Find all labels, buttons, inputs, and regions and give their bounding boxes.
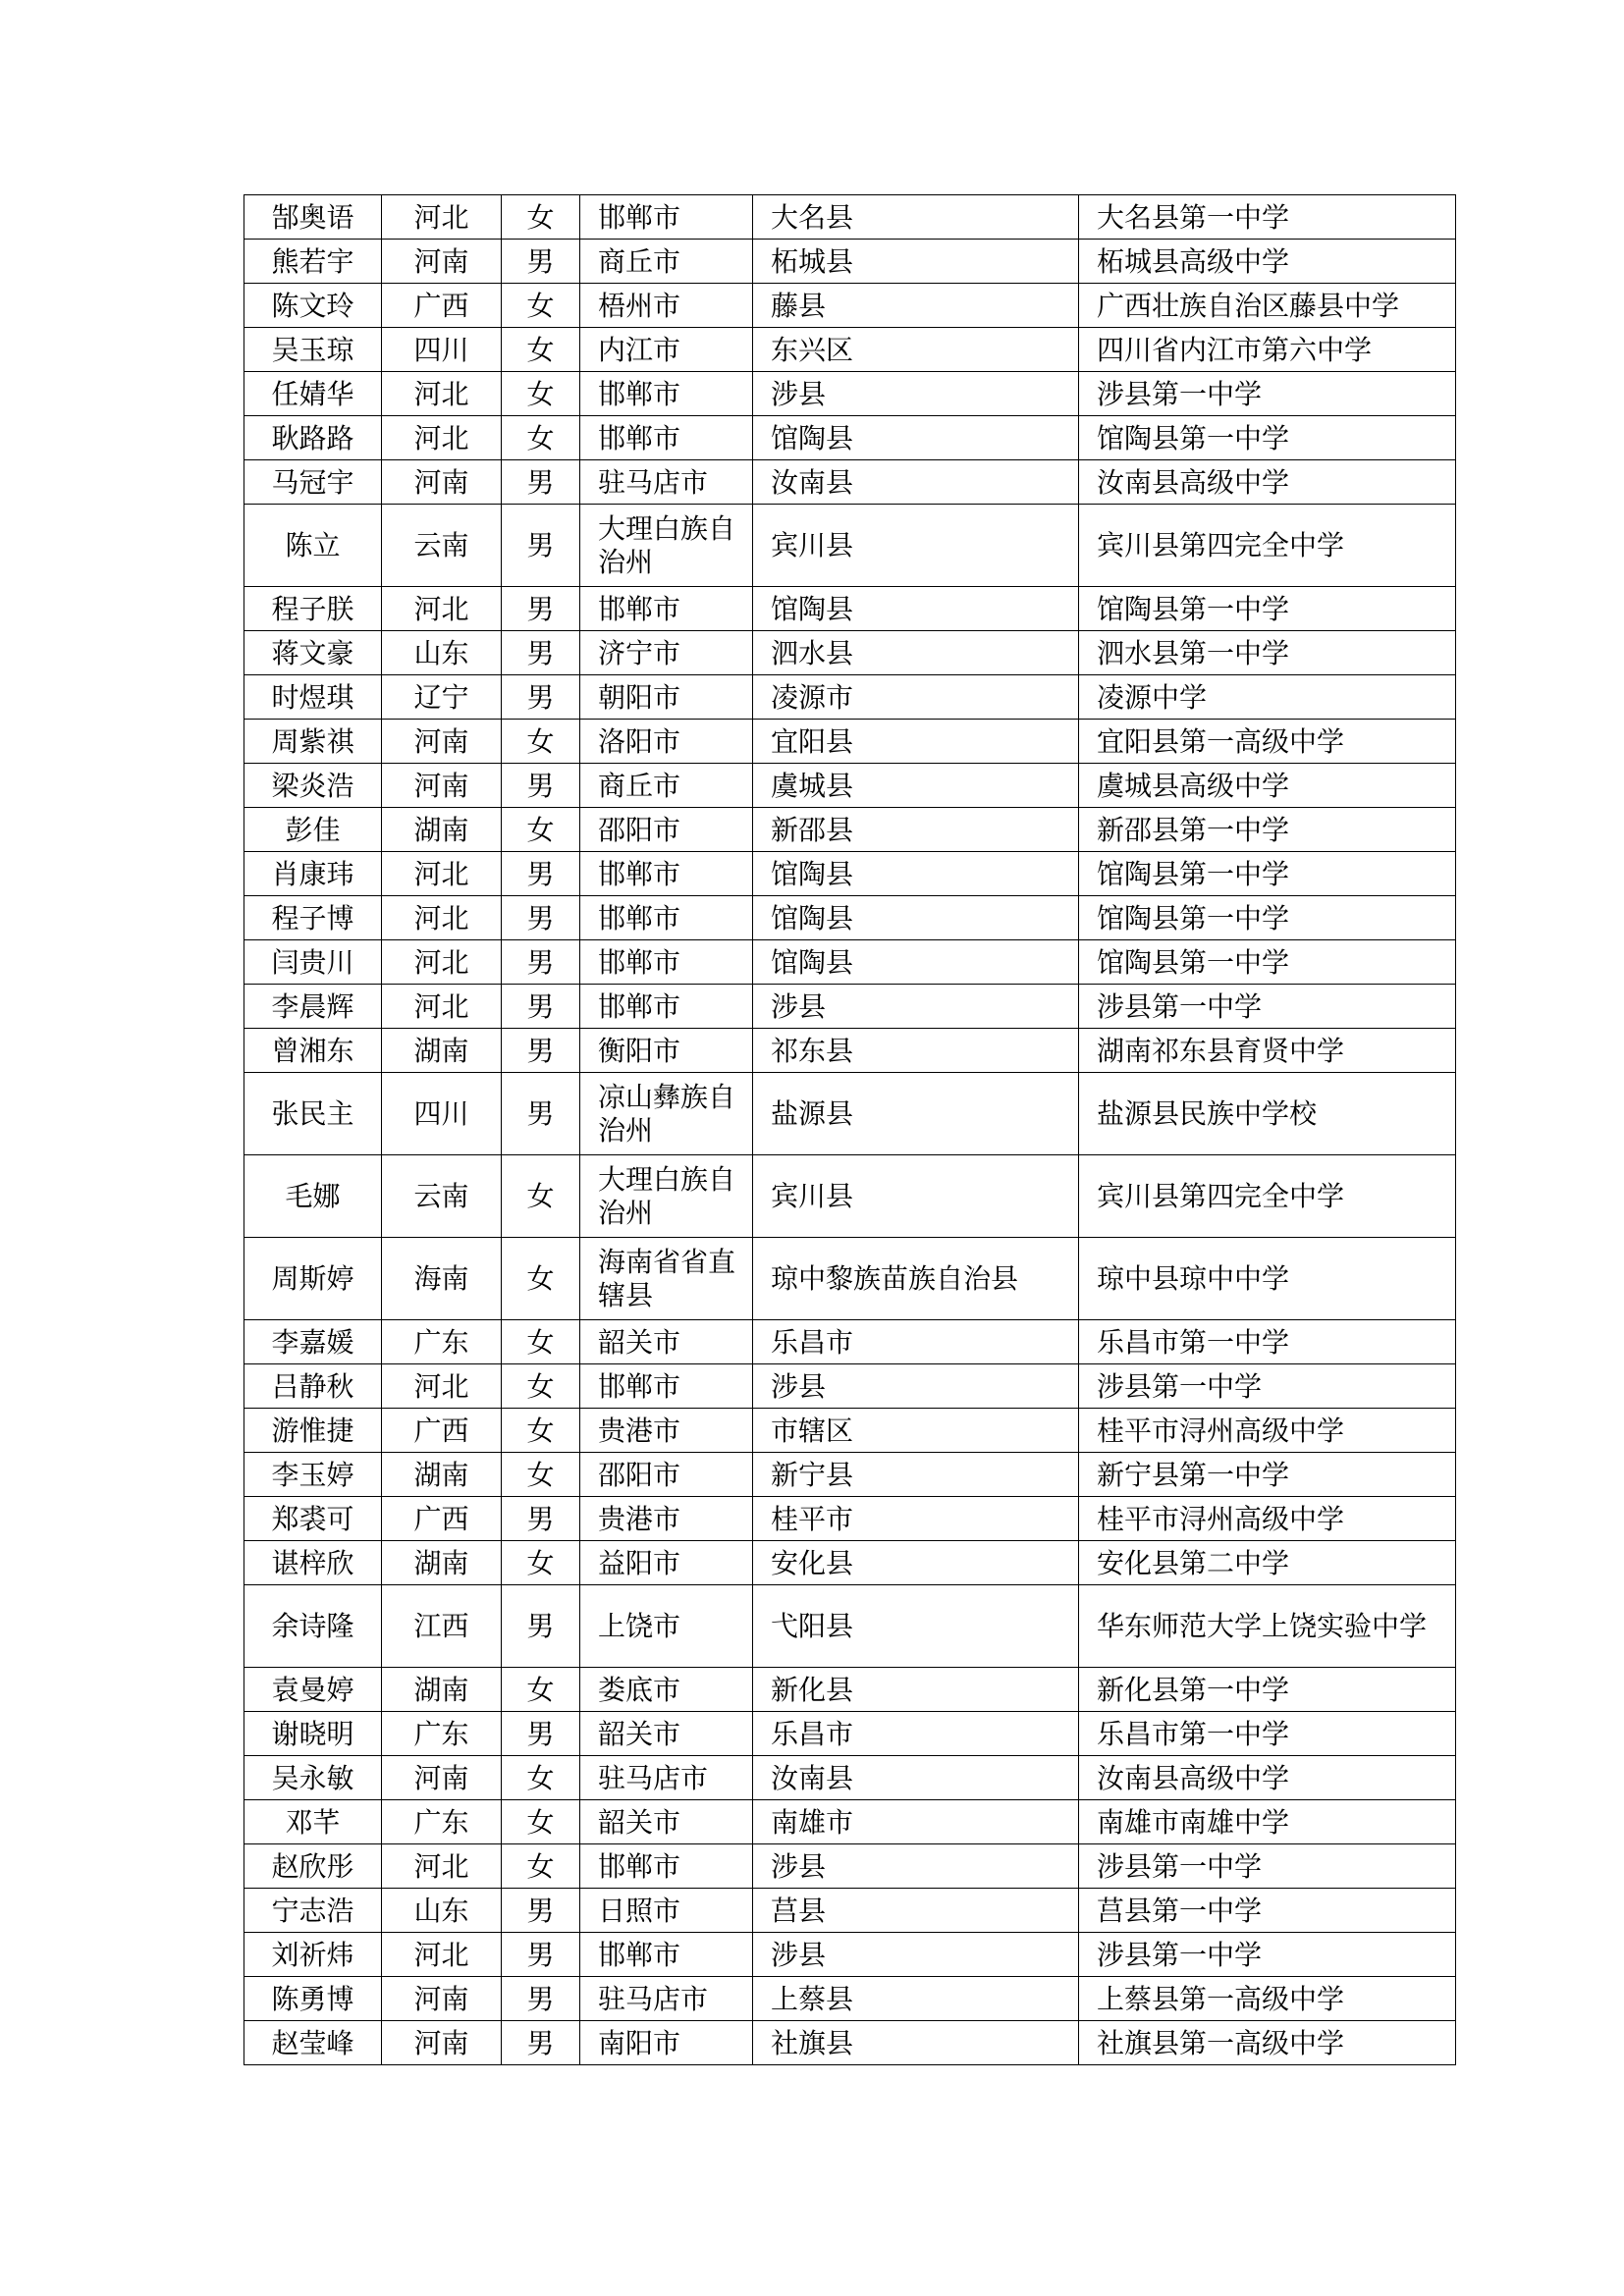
county-cell: 市辖区 (753, 1409, 1079, 1453)
city-cell: 韶关市 (580, 1712, 753, 1756)
city-cell: 内江市 (580, 328, 753, 372)
county-cell: 祁东县 (753, 1029, 1079, 1073)
county-cell: 上蔡县 (753, 1977, 1079, 2021)
county-cell: 凌源市 (753, 675, 1079, 720)
city-cell: 大理白族自治州 (580, 1155, 753, 1238)
school-cell: 安化县第二中学 (1079, 1541, 1456, 1585)
school-cell: 新宁县第一中学 (1079, 1453, 1456, 1497)
table-row (244, 808, 1456, 852)
school-cell: 新邵县第一中学 (1079, 808, 1456, 852)
sex-cell: 男 (502, 1977, 580, 2021)
student-name-cell: 陈文玲 (244, 284, 382, 328)
county-cell: 涉县 (753, 1364, 1079, 1409)
sex-cell: 男 (502, 631, 580, 675)
province-cell: 四川 (382, 1073, 502, 1155)
sex-cell: 女 (502, 284, 580, 328)
table-row (244, 284, 1456, 328)
county-cell: 新化县 (753, 1668, 1079, 1712)
province-cell: 广西 (382, 1409, 502, 1453)
school-cell: 宜阳县第一高级中学 (1079, 720, 1456, 764)
student-name-cell: 陈勇博 (244, 1977, 382, 2021)
province-cell: 河南 (382, 764, 502, 808)
county-cell: 弋阳县 (753, 1585, 1079, 1668)
student-name-cell: 李晨辉 (244, 985, 382, 1029)
sex-cell: 男 (502, 1712, 580, 1756)
city-cell: 邯郸市 (580, 852, 753, 896)
province-cell: 河北 (382, 1844, 502, 1889)
school-cell: 湖南祁东县育贤中学 (1079, 1029, 1456, 1073)
county-cell: 东兴区 (753, 328, 1079, 372)
province-cell: 云南 (382, 1155, 502, 1238)
table-row (244, 328, 1456, 372)
county-cell: 汝南县 (753, 1756, 1079, 1800)
school-cell: 华东师范大学上饶实验中学 (1079, 1585, 1456, 1668)
county-cell: 藤县 (753, 284, 1079, 328)
student-name-cell: 谌梓欣 (244, 1541, 382, 1585)
province-cell: 河南 (382, 2021, 502, 2065)
table-row (244, 631, 1456, 675)
school-cell: 涉县第一中学 (1079, 372, 1456, 416)
sex-cell: 女 (502, 1668, 580, 1712)
city-cell: 邯郸市 (580, 1844, 753, 1889)
student-name-cell: 周斯婷 (244, 1238, 382, 1320)
sex-cell: 男 (502, 587, 580, 631)
student-name-cell: 郜奥语 (244, 195, 382, 240)
county-cell: 乐昌市 (753, 1712, 1079, 1756)
sex-cell: 女 (502, 1800, 580, 1844)
county-cell: 涉县 (753, 1844, 1079, 1889)
student-name-cell: 谢晓明 (244, 1712, 382, 1756)
sex-cell: 男 (502, 1073, 580, 1155)
sex-cell: 男 (502, 2021, 580, 2065)
province-cell: 河南 (382, 1756, 502, 1800)
county-cell: 涉县 (753, 372, 1079, 416)
school-cell: 虞城县高级中学 (1079, 764, 1456, 808)
sex-cell: 女 (502, 1844, 580, 1889)
sex-cell: 女 (502, 372, 580, 416)
county-cell: 乐昌市 (753, 1320, 1079, 1364)
school-cell: 广西壮族自治区藤县中学 (1079, 284, 1456, 328)
city-cell: 邯郸市 (580, 896, 753, 940)
student-name-cell: 曾湘东 (244, 1029, 382, 1073)
sex-cell: 男 (502, 505, 580, 587)
province-cell: 四川 (382, 328, 502, 372)
school-cell: 乐昌市第一中学 (1079, 1320, 1456, 1364)
city-cell: 贵港市 (580, 1409, 753, 1453)
province-cell: 河北 (382, 587, 502, 631)
table-row (244, 505, 1456, 587)
student-name-cell: 李嘉媛 (244, 1320, 382, 1364)
sex-cell: 女 (502, 1320, 580, 1364)
province-cell: 河北 (382, 1364, 502, 1409)
sex-cell: 女 (502, 808, 580, 852)
sex-cell: 男 (502, 940, 580, 985)
city-cell: 日照市 (580, 1889, 753, 1933)
sex-cell: 男 (502, 1933, 580, 1977)
school-cell: 涉县第一中学 (1079, 1844, 1456, 1889)
student-name-cell: 周紫祺 (244, 720, 382, 764)
student-name-cell: 蒋文豪 (244, 631, 382, 675)
province-cell: 湖南 (382, 808, 502, 852)
city-cell: 商丘市 (580, 240, 753, 284)
sex-cell: 男 (502, 896, 580, 940)
city-cell: 娄底市 (580, 1668, 753, 1712)
school-cell: 涉县第一中学 (1079, 985, 1456, 1029)
province-cell: 海南 (382, 1238, 502, 1320)
table-row (244, 1933, 1456, 1977)
city-cell: 朝阳市 (580, 675, 753, 720)
table-row (244, 675, 1456, 720)
county-cell: 新宁县 (753, 1453, 1079, 1497)
city-cell: 梧州市 (580, 284, 753, 328)
county-cell: 馆陶县 (753, 896, 1079, 940)
sex-cell: 男 (502, 675, 580, 720)
school-cell: 涉县第一中学 (1079, 1364, 1456, 1409)
province-cell: 辽宁 (382, 675, 502, 720)
city-cell: 南阳市 (580, 2021, 753, 2065)
school-cell: 盐源县民族中学校 (1079, 1073, 1456, 1155)
student-name-cell: 耿路路 (244, 416, 382, 460)
school-cell: 馆陶县第一中学 (1079, 896, 1456, 940)
student-name-cell: 吴永敏 (244, 1756, 382, 1800)
city-cell: 邵阳市 (580, 808, 753, 852)
school-cell: 南雄市南雄中学 (1079, 1800, 1456, 1844)
sex-cell: 男 (502, 1585, 580, 1668)
sex-cell: 女 (502, 1364, 580, 1409)
sex-cell: 男 (502, 985, 580, 1029)
student-name-cell: 程子朕 (244, 587, 382, 631)
city-cell: 商丘市 (580, 764, 753, 808)
table-row (244, 1585, 1456, 1668)
city-cell: 邯郸市 (580, 985, 753, 1029)
city-cell: 邯郸市 (580, 1933, 753, 1977)
table-row (244, 1977, 1456, 2021)
city-cell: 韶关市 (580, 1320, 753, 1364)
school-cell: 馆陶县第一中学 (1079, 416, 1456, 460)
student-name-cell: 袁曼婷 (244, 1668, 382, 1712)
student-name-cell: 梁炎浩 (244, 764, 382, 808)
student-name-cell: 李玉婷 (244, 1453, 382, 1497)
table-row (244, 985, 1456, 1029)
student-roster-table (244, 194, 1456, 2065)
city-cell: 邵阳市 (580, 1453, 753, 1497)
school-cell: 涉县第一中学 (1079, 1933, 1456, 1977)
table-row (244, 1155, 1456, 1238)
city-cell: 邯郸市 (580, 416, 753, 460)
sex-cell: 男 (502, 1889, 580, 1933)
county-cell: 馆陶县 (753, 852, 1079, 896)
province-cell: 广东 (382, 1800, 502, 1844)
county-cell: 宾川县 (753, 505, 1079, 587)
sex-cell: 男 (502, 460, 580, 505)
city-cell: 邯郸市 (580, 195, 753, 240)
sex-cell: 女 (502, 1238, 580, 1320)
city-cell: 洛阳市 (580, 720, 753, 764)
sex-cell: 男 (502, 240, 580, 284)
school-cell: 琼中县琼中中学 (1079, 1238, 1456, 1320)
table-row (244, 195, 1456, 240)
table-row (244, 1238, 1456, 1320)
county-cell: 桂平市 (753, 1497, 1079, 1541)
student-name-cell: 熊若宇 (244, 240, 382, 284)
county-cell: 馆陶县 (753, 416, 1079, 460)
table-row (244, 1364, 1456, 1409)
province-cell: 河北 (382, 416, 502, 460)
table-row (244, 1497, 1456, 1541)
city-cell: 海南省省直辖县 (580, 1238, 753, 1320)
table-row (244, 1320, 1456, 1364)
school-cell: 汝南县高级中学 (1079, 1756, 1456, 1800)
school-cell: 桂平市浔州高级中学 (1079, 1497, 1456, 1541)
county-cell: 馆陶县 (753, 587, 1079, 631)
table-row (244, 896, 1456, 940)
city-cell: 大理白族自治州 (580, 505, 753, 587)
county-cell: 泗水县 (753, 631, 1079, 675)
city-cell: 邯郸市 (580, 587, 753, 631)
student-name-cell: 赵欣彤 (244, 1844, 382, 1889)
school-cell: 新化县第一中学 (1079, 1668, 1456, 1712)
city-cell: 益阳市 (580, 1541, 753, 1585)
province-cell: 山东 (382, 631, 502, 675)
city-cell: 贵港市 (580, 1497, 753, 1541)
city-cell: 驻马店市 (580, 1756, 753, 1800)
sex-cell: 男 (502, 852, 580, 896)
table-row (244, 852, 1456, 896)
province-cell: 河北 (382, 985, 502, 1029)
sex-cell: 女 (502, 1541, 580, 1585)
province-cell: 江西 (382, 1585, 502, 1668)
province-cell: 河南 (382, 460, 502, 505)
student-name-cell: 程子博 (244, 896, 382, 940)
city-cell: 凉山彝族自治州 (580, 1073, 753, 1155)
province-cell: 河南 (382, 240, 502, 284)
school-cell: 泗水县第一中学 (1079, 631, 1456, 675)
school-cell: 四川省内江市第六中学 (1079, 328, 1456, 372)
table-row (244, 1668, 1456, 1712)
school-cell: 上蔡县第一高级中学 (1079, 1977, 1456, 2021)
county-cell: 安化县 (753, 1541, 1079, 1585)
county-cell: 社旗县 (753, 2021, 1079, 2065)
city-cell: 邯郸市 (580, 940, 753, 985)
table-row (244, 720, 1456, 764)
sex-cell: 女 (502, 195, 580, 240)
student-name-cell: 陈立 (244, 505, 382, 587)
school-cell: 馆陶县第一中学 (1079, 587, 1456, 631)
province-cell: 河北 (382, 1933, 502, 1977)
table-row (244, 1889, 1456, 1933)
table-row (244, 1073, 1456, 1155)
province-cell: 湖南 (382, 1668, 502, 1712)
school-cell: 柘城县高级中学 (1079, 240, 1456, 284)
student-name-cell: 郑裘可 (244, 1497, 382, 1541)
city-cell: 韶关市 (580, 1800, 753, 1844)
school-cell: 宾川县第四完全中学 (1079, 1155, 1456, 1238)
table-row (244, 240, 1456, 284)
school-cell: 汝南县高级中学 (1079, 460, 1456, 505)
county-cell: 涉县 (753, 985, 1079, 1029)
student-name-cell: 刘祈炜 (244, 1933, 382, 1977)
province-cell: 河南 (382, 1977, 502, 2021)
table-row (244, 460, 1456, 505)
city-cell: 衡阳市 (580, 1029, 753, 1073)
roster-body (244, 195, 1456, 2065)
table-row (244, 2021, 1456, 2065)
student-name-cell: 毛娜 (244, 1155, 382, 1238)
school-cell: 乐昌市第一中学 (1079, 1712, 1456, 1756)
sex-cell: 女 (502, 720, 580, 764)
county-cell: 宜阳县 (753, 720, 1079, 764)
province-cell: 广西 (382, 284, 502, 328)
sex-cell: 女 (502, 1155, 580, 1238)
student-name-cell: 余诗隆 (244, 1585, 382, 1668)
county-cell: 宾川县 (753, 1155, 1079, 1238)
table-row (244, 372, 1456, 416)
city-cell: 上饶市 (580, 1585, 753, 1668)
school-cell: 宾川县第四完全中学 (1079, 505, 1456, 587)
table-row (244, 1541, 1456, 1585)
school-cell: 凌源中学 (1079, 675, 1456, 720)
table-row (244, 1800, 1456, 1844)
county-cell: 大名县 (753, 195, 1079, 240)
province-cell: 河北 (382, 372, 502, 416)
county-cell: 馆陶县 (753, 940, 1079, 985)
student-name-cell: 吕静秋 (244, 1364, 382, 1409)
county-cell: 柘城县 (753, 240, 1079, 284)
student-name-cell: 任婧华 (244, 372, 382, 416)
school-cell: 桂平市浔州高级中学 (1079, 1409, 1456, 1453)
county-cell: 涉县 (753, 1933, 1079, 1977)
school-cell: 莒县第一中学 (1079, 1889, 1456, 1933)
county-cell: 莒县 (753, 1889, 1079, 1933)
province-cell: 云南 (382, 505, 502, 587)
table-row (244, 587, 1456, 631)
table-row (244, 1844, 1456, 1889)
student-name-cell: 张民主 (244, 1073, 382, 1155)
province-cell: 湖南 (382, 1029, 502, 1073)
county-cell: 南雄市 (753, 1800, 1079, 1844)
student-name-cell: 肖康玮 (244, 852, 382, 896)
table-row (244, 416, 1456, 460)
sex-cell: 女 (502, 1453, 580, 1497)
county-cell: 琼中黎族苗族自治县 (753, 1238, 1079, 1320)
table-row (244, 1453, 1456, 1497)
student-name-cell: 吴玉琼 (244, 328, 382, 372)
school-cell: 馆陶县第一中学 (1079, 940, 1456, 985)
student-name-cell: 马冠宇 (244, 460, 382, 505)
province-cell: 河北 (382, 852, 502, 896)
province-cell: 湖南 (382, 1453, 502, 1497)
sex-cell: 女 (502, 1756, 580, 1800)
table-row (244, 1029, 1456, 1073)
county-cell: 汝南县 (753, 460, 1079, 505)
school-cell: 大名县第一中学 (1079, 195, 1456, 240)
province-cell: 河北 (382, 896, 502, 940)
city-cell: 济宁市 (580, 631, 753, 675)
sex-cell: 女 (502, 416, 580, 460)
table-row (244, 1409, 1456, 1453)
province-cell: 湖南 (382, 1541, 502, 1585)
student-name-cell: 邓芊 (244, 1800, 382, 1844)
sex-cell: 女 (502, 328, 580, 372)
student-name-cell: 宁志浩 (244, 1889, 382, 1933)
province-cell: 广西 (382, 1497, 502, 1541)
student-name-cell: 时煜琪 (244, 675, 382, 720)
student-name-cell: 赵莹峰 (244, 2021, 382, 2065)
county-cell: 盐源县 (753, 1073, 1079, 1155)
county-cell: 新邵县 (753, 808, 1079, 852)
city-cell: 驻马店市 (580, 460, 753, 505)
city-cell: 驻马店市 (580, 1977, 753, 2021)
student-name-cell: 闫贵川 (244, 940, 382, 985)
province-cell: 河南 (382, 720, 502, 764)
table-row (244, 1712, 1456, 1756)
school-cell: 社旗县第一高级中学 (1079, 2021, 1456, 2065)
table-row (244, 940, 1456, 985)
province-cell: 河北 (382, 940, 502, 985)
sex-cell: 男 (502, 1497, 580, 1541)
school-cell: 馆陶县第一中学 (1079, 852, 1456, 896)
student-name-cell: 彭佳 (244, 808, 382, 852)
sex-cell: 男 (502, 1029, 580, 1073)
province-cell: 河北 (382, 195, 502, 240)
sex-cell: 男 (502, 764, 580, 808)
table-row (244, 1756, 1456, 1800)
province-cell: 广东 (382, 1320, 502, 1364)
table-row (244, 764, 1456, 808)
province-cell: 广东 (382, 1712, 502, 1756)
county-cell: 虞城县 (753, 764, 1079, 808)
sex-cell: 女 (502, 1409, 580, 1453)
student-name-cell: 游惟捷 (244, 1409, 382, 1453)
province-cell: 山东 (382, 1889, 502, 1933)
city-cell: 邯郸市 (580, 372, 753, 416)
city-cell: 邯郸市 (580, 1364, 753, 1409)
